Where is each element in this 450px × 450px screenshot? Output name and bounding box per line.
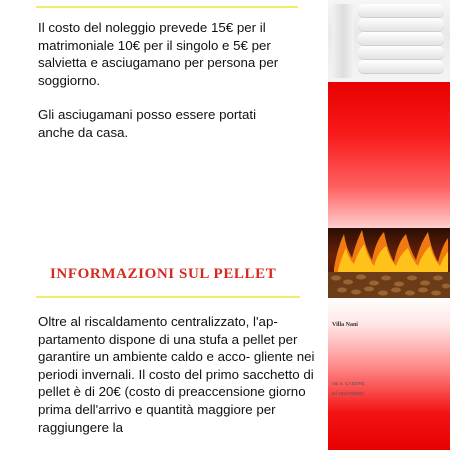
sidebar-phone: tel 3334790983 — [332, 391, 364, 396]
sidebar-title: Villa Nani — [332, 322, 358, 328]
section-divider — [36, 296, 300, 298]
sidebar-red-band-top — [328, 82, 450, 232]
pellet-fire-image — [328, 228, 450, 298]
sidebar — [328, 0, 450, 450]
sidebar-address: Vai S. CADORE — [332, 381, 365, 386]
pellet-paragraph: Oltre al riscaldamento centralizzato, l'ap- partamento dispone di una stufa a pellet per garantire un ambiente caldo e acco- gliente nei periodi invernali. Il costo del primo sacchetto di pellet è di 20€ (costo di preaccensione giorno prima dell'arrivo e quantità maggiore per raggiungere la — [38, 314, 315, 435]
sidebar-red-band-bottom — [328, 298, 450, 450]
top-divider — [36, 6, 298, 8]
pellet-section-title: INFORMAZIONI SUL PELLET — [50, 266, 277, 282]
towels-image — [328, 0, 450, 82]
rental-cost-paragraph: Il costo del noleggio prevede 15€ per il matrimoniale 10€ per il singolo e 5€ per salvietta e asciugamano per persona per soggiorno. — [38, 20, 279, 88]
towels-paragraph: Gli asciugamani posso essere portati anche da casa. — [38, 107, 257, 140]
